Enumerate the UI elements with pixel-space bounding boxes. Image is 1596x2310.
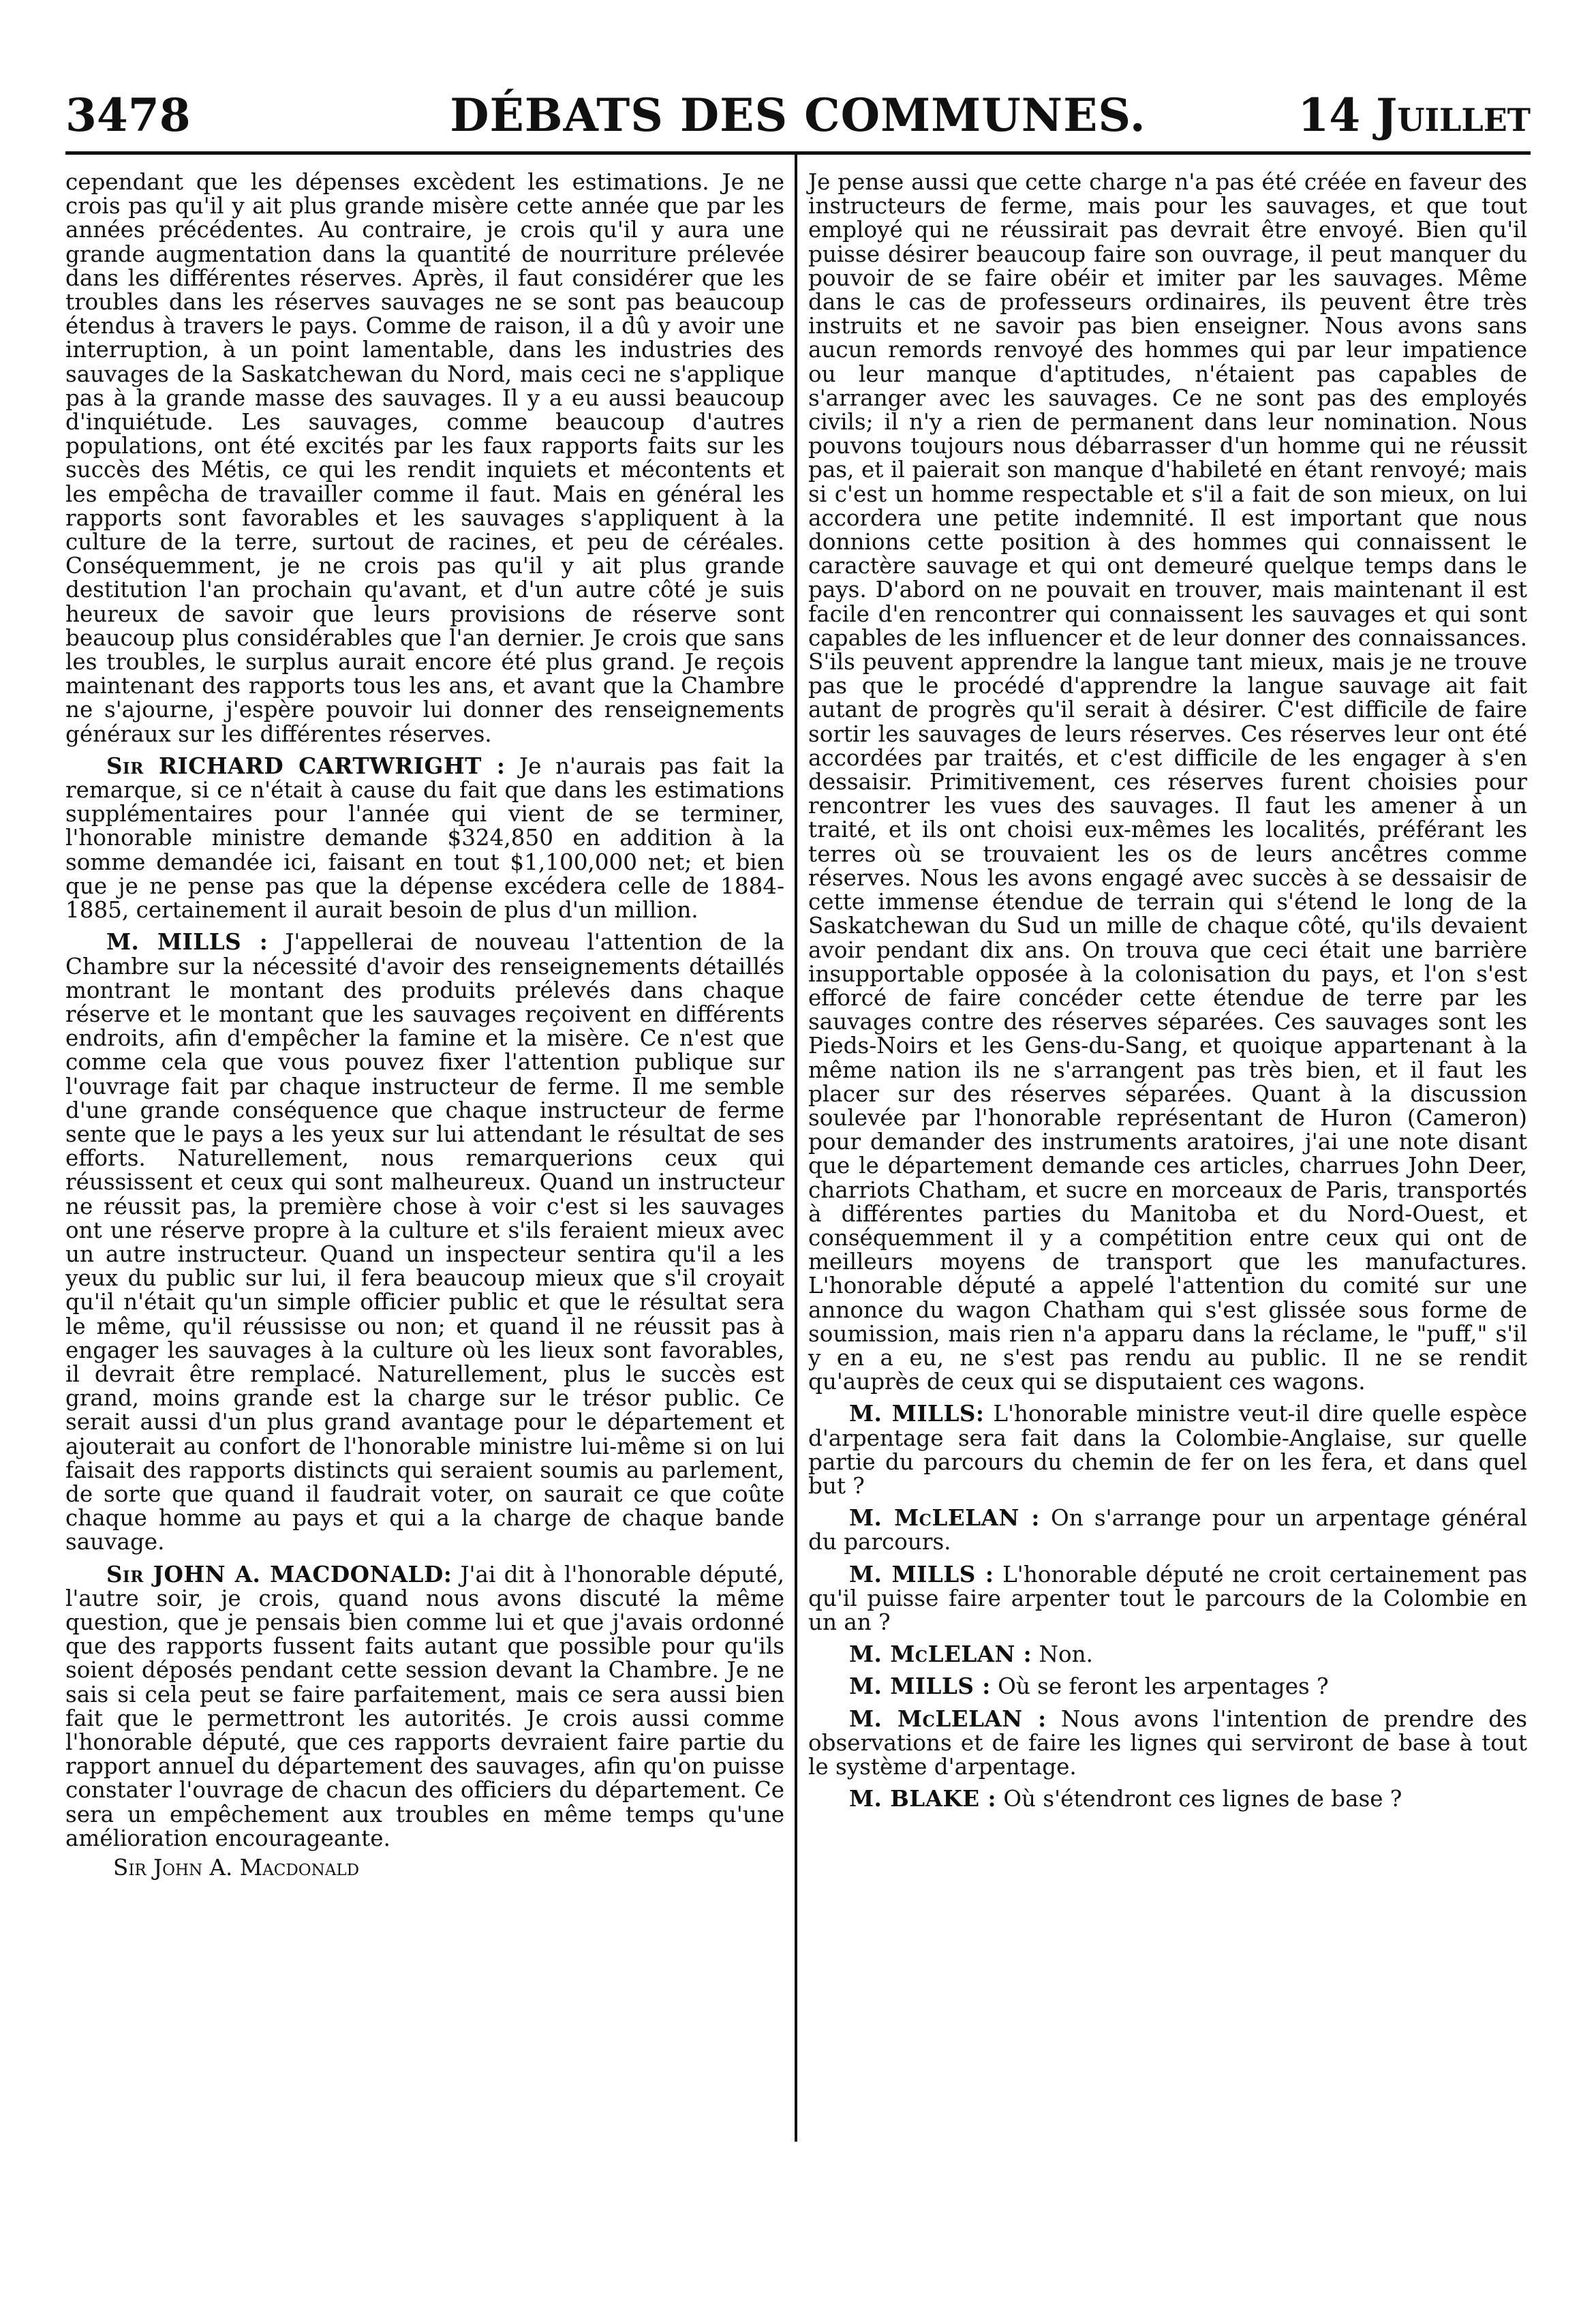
paragraph xyxy=(808,170,1527,1394)
paragraph xyxy=(65,1562,784,1851)
paragraph xyxy=(808,1787,1527,1811)
speaker-name: M. McLELAN : xyxy=(849,1504,1040,1532)
paragraph-text: L'honorable député ne croit certainement pas qu'il puisse faire arpenter tout le parcours de la Colombie en un an ? xyxy=(808,1561,1527,1635)
speaker-name: Sir JOHN A. MACDONALD: xyxy=(106,1560,452,1587)
speaker-name: M. McLELAN : xyxy=(849,1641,1032,1668)
paragraph xyxy=(65,170,784,746)
paragraph-text: Je n'aurais pas fait la remarque, si ce n'était à cause du fait que dans les estimations supplémentaires pour l'année qui vient de se terminer, l'honorable ministre demande $324,850 en addition à la somme demandée ici, faisant en tout $1,100,000 net; et bien que je ne pense pas que la dépense excédera celle de 1884-1885, certainement il aurait besoin de plus d'un million. xyxy=(65,753,785,924)
page-number: 3478 xyxy=(65,89,191,142)
paragraph-text: On s'arrange pour un arpentage général du parcours. xyxy=(808,1505,1527,1555)
paragraph-text: Où se feront les arpentages ? xyxy=(998,1673,1329,1700)
paragraph xyxy=(808,1506,1527,1554)
paragraph-text: cependant que les dépenses excèdent les estimations. Je ne crois pas qu'il y ait plus grande misère cette année que par les années précédentes. Au contraire, je crois qu'il y aura une grande augmentation dans la quantité de nourriture prélevée dans les différentes réserves. Après, il faut considérer que les troubles dans les réserves sauvages ne se sont pas beaucoup étendus à travers le pays. Comme de raison, il a dû y avoir une interruption, à un point lamentable, dans les industries des sauvages de la Saskatchewan du Nord, mais ceci ne s'applique pas à la grande masse des sauvages. Il y a eu aussi beaucoup d'inquiétude. Les sauvages, comme beaucoup d'autres populations, ont été excités par les faux rapports faits sur les succès des Métis, ce qui les rendit inquiets et mécontents et les empêcha de travailler comme il faut. Mais en général les rapports sont favorables et les sauvages s'appliquent à la culture de la terre, surtout de racines, et peu de céréales. Conséquemment, je ne crois pas qu'il y ait plus grande destitution l'an prochain qu'avant, et d'un autre côté je suis heureux de savoir que leurs provisions de réserve sont beaucoup plus considérables que l'an dernier. Je crois que sans les troubles, le surplus aurait encore été plus grand. Je reçois maintenant des rapports tous les ans, et avant que la Chambre ne s'ajourne, j'espère pouvoir lui donner des renseignements généraux sur les différentes réserves. xyxy=(65,169,784,747)
paragraph xyxy=(808,1401,1527,1498)
paragraph-text: J'appellerai de nouveau l'attention de la Chambre sur la nécessité d'avoir des renseignements détaillés montrant le montant des produits prélevés dans chaque réserve et le montant que les sauvages reçoivent en différents endroits, afin d'empêcher la famine et la misère. Ce n'est que comme cela que vous pouvez fixer l'attention publique sur l'ouvrage fait par chaque instructeur de ferme. Il me semble d'une grande conséquence que chaque instructeur de ferme sente que le pays a les yeux sur lui attendant le résultat de ses efforts. Naturellement, nous remarquerions ceux qui réussissent et ceux qui sont malheureux. Quand un instructeur ne réussit pas, la première chose à voir c'est si les sauvages ont une réserve propre à la culture et s'ils feraient mieux avec un autre instructeur. Quand un inspecteur sentira qu'il a les yeux du public sur lui, il fera beaucoup mieux que s'il croyait qu'il n'était qu'un simple officier public et que le résultat sera le même, qu'il réussisse ou non; et quand il ne réussit pas à engager les sauvages à la culture où les lieux sont favorables, il devrait être remplacé. Naturellement, plus le succès est grand, moins grande est la charge sur le trésor public. Ce serait aussi d'un plus grand avantage pour le département et ajouterait au confort de l'honorable ministre lui-même si on lui faisait des rapports distincts qui seraient soumis au parlement, de sorte que quand il faudrait voter, on saurait ce que coûte chaque homme au pays et qui a la charge de chaque bande sauvage. xyxy=(65,929,784,1555)
catchword: Sir John A. Macdonald xyxy=(113,1855,360,1881)
paragraph xyxy=(65,930,784,1554)
speaker-name: Sir RICHARD CARTWRIGHT : xyxy=(106,752,506,779)
paragraph-text: Nous avons l'intention de prendre des observations et de faire les lignes qui serviront de base à tout le système d'arpentage. xyxy=(808,1705,1528,1780)
paragraph xyxy=(808,1642,1527,1667)
header-date xyxy=(1298,89,1531,142)
paragraph-text: Je pense aussi que cette charge n'a pas été créée en faveur des instructeurs de ferme, mais pour les sauvages, et que tout employé qui ne réussirait pas devrait être envoyé. Bien qu'il puisse désirer beaucoup faire son ouvrage, il peut manquer du pouvoir de se faire obéir et imiter par les sauvages. Même dans le cas de professeurs ordinaires, ils peuvent être très instruits et ne savoir pas bien enseigner. Nous avons sans aucun remords renvoyé des hommes qui par leur impatience ou leur manque d'aptitudes, n'étaient pas capables de s'arranger avec les sauvages. Ce ne sont pas des employés civils; il n'y a rien de permanent dans leur nomination. Nous pouvons toujours nous débarrasser d'un homme qui ne réussit pas, et il paierait son manque d'habileté en étant renvoyé; mais si c'est un homme respectable et s'il a fait de son mieux, on lui accordera une petite indemnité. Il est important que nous donnions cette position à des hommes qui connaissent le caractère sauvage et qui ont demeuré quelque temps dans le pays. D'abord on ne pouvait en trouver, mais maintenant il est facile d'en rencontrer qui connaissent les sauvages et qui sont capables de les influencer et de leur donner des connaissances. S'ils peuvent apprendre la langue tant mieux, mais je ne trouve pas que le procédé d'apprendre la langue sauvage ait fait autant de progrès qu'il serait à désirer. C'est difficile de faire sortir les sauvages de leurs réserves. Ces réserves leur ont été accordées par traités, et c'est difficile de les engager à s'en dessaisir. Primitivement, ces réserves furent choisies pour rencontrer les vues des sauvages. Il faut les amener à un traité, et ils ont choisi eux-mêmes les localités, préférant les terres où se trouvaient les os de leurs ancêtres comme réserves. Nous les avons engagé avec succès à se dessaisir de cette immense étendue de terrain qui s'étend le long de la Saskatchewan du Sud un mille de chaque côté, qu'ils devaient avoir pendant dix ans. On trouva que ceci était une barrière insupportable opposée à la colonisation du pays, et l'on s'est efforcé de faire concéder cette étendue de terre par les sauvages contre des réserves séparées. Ces sauvages sont les Pieds-Noirs et les Gens-du-Sang, et quoique appartenant à la même nation ils ne s'arrangent pas très bien, et il faut les placer sur des réserves séparées. Quant à la discussion soulevée par l'honorable représentant de Huron (Cameron) pour demander des instruments aratoires, j'ai une note disant que le département demande ces articles, charrues John Deer, charriots Chatham, et sucre en morceaux de Paris, transportés à différentes parties du Manitoba et du Nord-Ouest, et conséquemment il y a compétition entre ceux qui ont de meilleurs moyens de transport que les manufactures. L'honorable député a appelé l'attention du comité sur une annonce du wagon Chatham qui s'est glissée sous forme de soumission, mais rien n'a apparu dans la réclame, le "puff," s'il y en a eu, ne s'est pas rendu au public. Il ne se rendit qu'auprès de ceux qui se disputaient ces wagons. xyxy=(808,169,1527,1395)
paragraph-text: L'honorable ministre veut-il dire quelle espèce d'arpentage sera fait dans la Colombie-Anglaise, sur quelle partie du parcours du chemin de fer on les fera, et dans quel but ? xyxy=(808,1401,1527,1499)
speaker-name: M. MILLS : xyxy=(849,1673,991,1700)
paragraph-text: J'ai dit à l'honorable député, l'autre soir, je crois, quand nous avons discuté la même question, que je pensais bien comme lui et que j'avais ordonné que des rapports fussent faits autant que possible pour qu'ils soient déposés pendant cette session devant la Chambre. Je ne sais si cela peut se faire parfaitement, mais ce sera aussi bien fait que le permettront les autorités. Je crois aussi comme l'honorable député, que ces rapports devraient faire partie du rapport annuel du département des sauvages, afin qu'on puisse constater l'ouvrage de chacun des officiers du département. Ce sera un empêchement aux troubles en même temps qu'une amélioration encourageante. xyxy=(65,1561,784,1851)
header-rule xyxy=(65,151,1531,155)
column-divider xyxy=(795,151,797,2142)
speaker-name: M. MILLS : xyxy=(849,1560,994,1587)
left-column xyxy=(65,170,784,1881)
speaker-name: M. MILLS : xyxy=(106,928,268,956)
paragraph xyxy=(808,1707,1527,1780)
speaker-name: M. BLAKE : xyxy=(849,1785,996,1812)
page-header xyxy=(65,89,1531,157)
speaker-name: M. MILLS: xyxy=(849,1400,985,1427)
speaker-name: M. McLELAN : xyxy=(849,1705,1047,1732)
paragraph xyxy=(808,1674,1527,1699)
right-column xyxy=(808,170,1527,1811)
paragraph xyxy=(808,1562,1527,1635)
journal-title: DÉBATS DES COMMUNES. xyxy=(450,89,1146,142)
paragraph-text: Où s'étendront ces lignes de base ? xyxy=(1003,1786,1402,1812)
paragraph-text: Non. xyxy=(1039,1641,1094,1668)
header-date-text: 14 Juillet xyxy=(1298,89,1531,142)
paragraph xyxy=(65,754,784,922)
